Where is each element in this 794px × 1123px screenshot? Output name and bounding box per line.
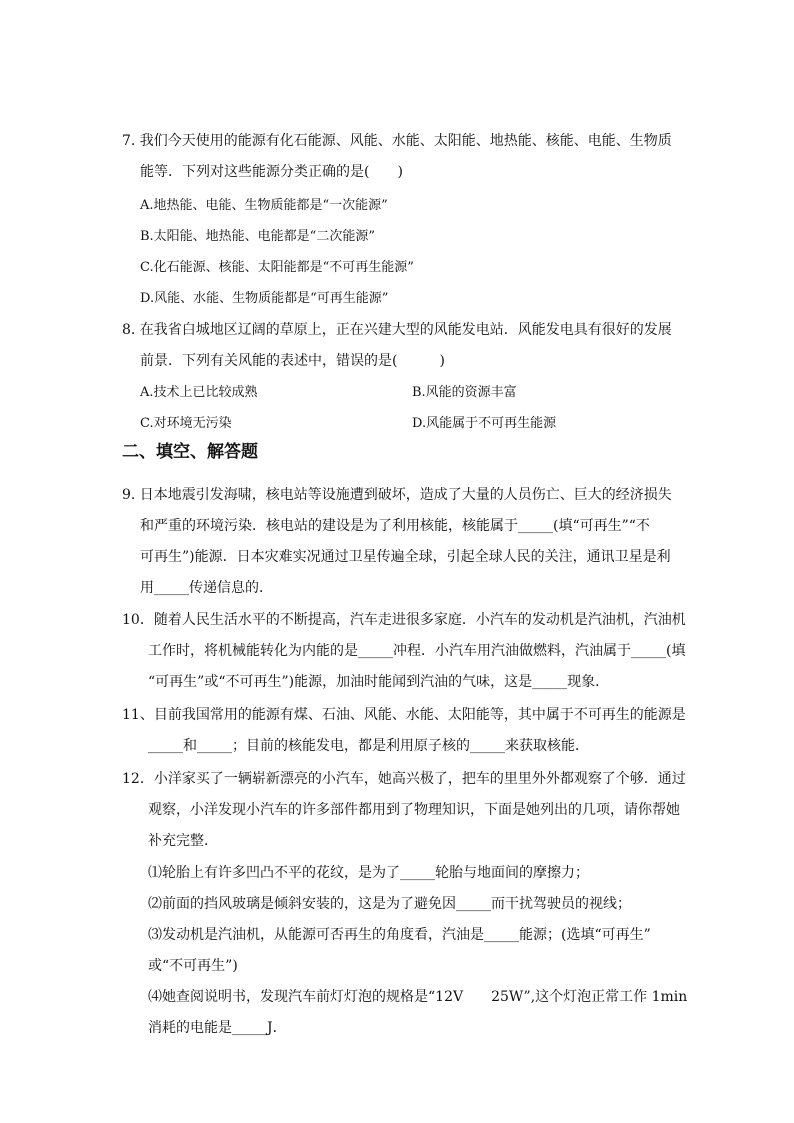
q12-sub4b: 消耗的电能是_____J． <box>148 1020 287 1036</box>
q11-line2: _____和_____；目前的核能发电，都是利用原子核的_____来获取核能． <box>148 738 589 754</box>
q12-line2: 观察，小洋发现小汽车的许多部件都用到了物理知识，下面是她列出的几项，请你帮她 <box>148 802 680 818</box>
q12-sub1: ⑴轮胎上有许多凹凸不平的花纹，是为了_____轮胎与地面间的摩擦力； <box>148 865 589 881</box>
q7-line2: 能等．下列对这些能源分类正确的是( ) <box>140 164 403 180</box>
q9-line4: 用_____传递信息的． <box>140 580 273 596</box>
q9-line3: 可再生”)能源．日本灾难实况通过卫星传遍全球，引起全球人民的关注，通讯卫星是利 <box>140 549 671 565</box>
q8-line2: 前景．下列有关风能的表述中，错误的是( ) <box>140 353 445 369</box>
q10-line2: 工作时，将机械能转化为内能的是_____冲程．小汽车用汽油做燃料，汽油属于_____(填 <box>148 643 686 659</box>
q9-line1: 9. 日本地震引发海啸，核电站等设施遭到破坏，造成了大量的人员伤亡、巨大的经济损失 <box>122 487 672 503</box>
q9-line2: 和严重的环境污染．核电站的建设是为了利用核能，核能属于_____(填“可再生”“不 <box>140 518 650 534</box>
q8-option-c: C.对环境无污染 <box>140 416 232 431</box>
q7-option-a: A.地热能、电能、生物质能都是“一次能源” <box>140 198 388 213</box>
q8-line1: 8. 在我省白城地区辽阔的草原上，正在兴建大型的风能发电站．风能发电具有很好的发展 <box>122 322 672 338</box>
q7-option-c: C.化石能源、核能、太阳能都是“不可再生能源” <box>140 260 414 275</box>
q7-option-d: D.风能、水能、生物质能都是“可再生能源” <box>140 291 389 306</box>
q10-line3: “可再生”或“不可再生”)能源，加油时能闻到汽油的气味，这是_____现象． <box>148 674 610 690</box>
q8-option-a: A.技术上已比较成熟 <box>140 385 258 400</box>
q8-option-b: B.风能的资源丰富 <box>412 385 517 400</box>
q7-line1: 7. 我们今天使用的能源有化石能源、风能、水能、太阳能、地热能、核能、电能、生物质 <box>122 133 672 149</box>
q12-sub2: ⑵前面的挡风玻璃是倾斜安装的，这是为了避免因_____而干扰驾驶员的视线； <box>148 896 631 912</box>
section-heading: 二、填空、解答题 <box>122 442 258 462</box>
q8-option-d: D.风能属于不可再生能源 <box>412 416 557 431</box>
q12-sub4a: ⑷她查阅说明书，发现汽车前灯灯泡的规格是“12V 25W”,这个灯泡正常工作 1min <box>148 989 688 1005</box>
q10-line1: 10．随着人民生活水平的不断提高，汽车走进很多家庭．小汽车的发动机是汽油机，汽油机 <box>122 612 686 628</box>
q12-line1: 12．小洋家买了一辆崭新漂亮的小汽车，她高兴极了，把车的里里外外都观察了个够．通过 <box>122 771 686 787</box>
q12-sub3b: 或“不可再生”) <box>148 958 238 974</box>
q12-sub3a: ⑶发动机是汽油机，从能源可否再生的角度看，汽油是_____能源；(选填“可再生” <box>148 927 651 943</box>
q7-option-b: B.太阳能、地热能、电能都是“二次能源” <box>140 229 375 244</box>
q12-line3: 补充完整． <box>148 833 218 849</box>
q11-line1: 11、目前我国常用的能源有煤、石油、风能、水能、太阳能等，其中属于不可再生的能源是 <box>122 707 686 723</box>
